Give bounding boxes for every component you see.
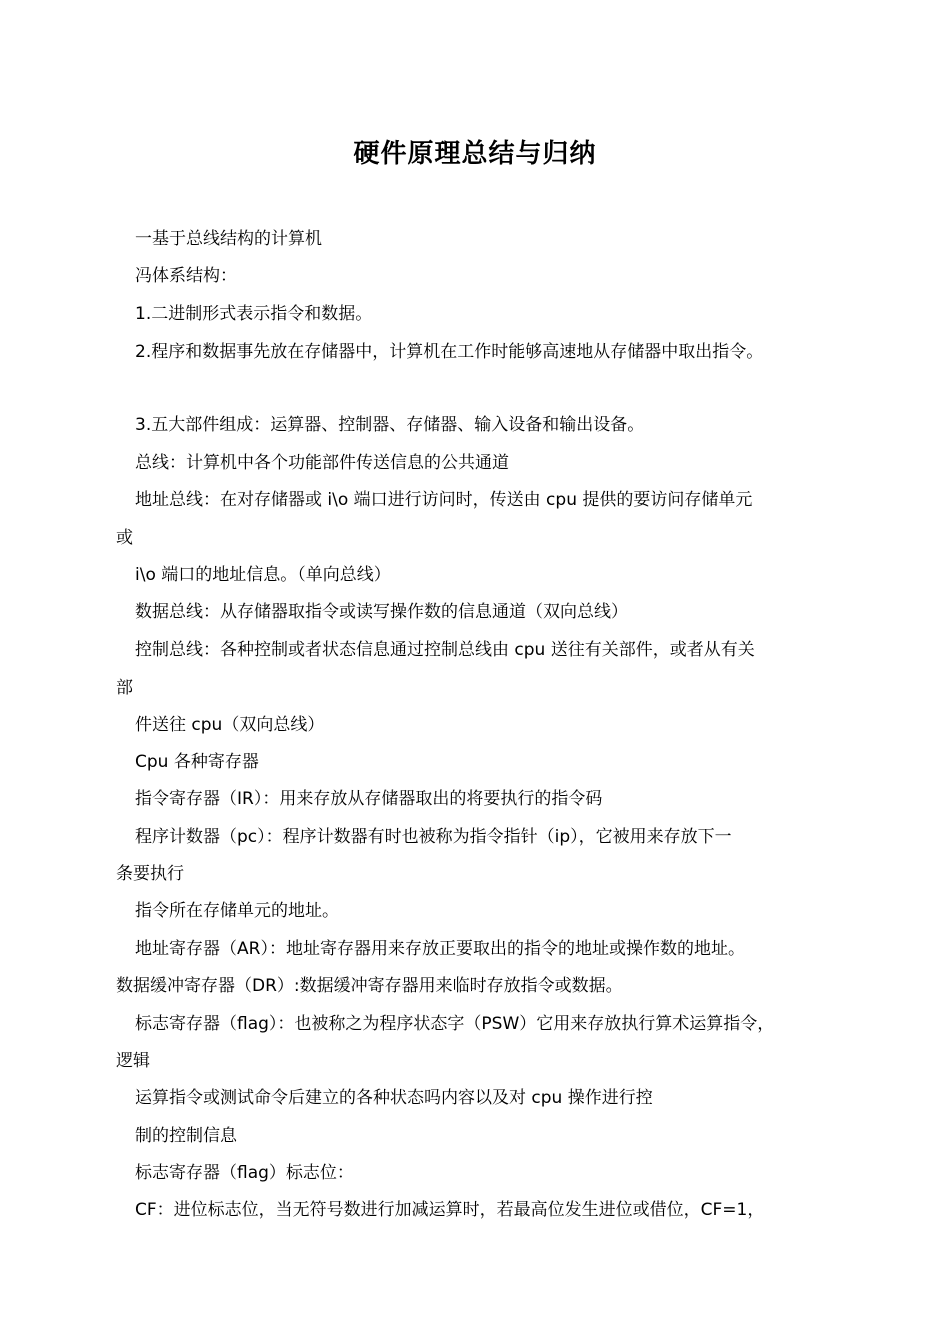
paragraph-line: 逻辑 [116, 1051, 150, 1071]
section-heading: 一基于总线结构的计算机 [135, 229, 322, 249]
paragraph-line: 数据缓冲寄存器（DR）:数据缓冲寄存器用来临时存放指令或数据。 [116, 976, 623, 996]
paragraph-line: 总线：计算机中各个功能部件传送信息的公共通道 [135, 453, 509, 473]
paragraph-line: 标志寄存器（flag）标志位： [135, 1163, 354, 1183]
paragraph-line: 制的控制信息 [135, 1126, 237, 1146]
paragraph-line: Cpu 各种寄存器 [135, 752, 259, 772]
paragraph-line: 控制总线：各种控制或者状态信息通过控制总线由 cpu 送往有关部件，或者从有关 [135, 640, 755, 660]
document-title: 硬件原理总结与归纳 [353, 139, 597, 169]
list-item: 1.二进制形式表示指令和数据。 [135, 304, 373, 324]
paragraph-line: 地址寄存器（AR）：地址寄存器用来存放正要取出的指令的地址或操作数的地址。 [135, 939, 745, 959]
paragraph-line: 指令寄存器（IR）：用来存放从存储器取出的将要执行的指令码 [135, 789, 603, 809]
paragraph-line: 指令所在存储单元的地址。 [135, 901, 339, 921]
paragraph-line: 件送往 cpu（双向总线） [135, 715, 325, 735]
paragraph-line: 条要执行 [116, 864, 184, 884]
paragraph-line: CF：进位标志位，当无符号数进行加减运算时，若最高位发生进位或借位，CF=1， [135, 1200, 765, 1220]
paragraph-line: 地址总线：在对存储器或 i\o 端口进行访问时，传送由 cpu 提供的要访问存储单元 [135, 490, 753, 510]
paragraph-line: 运算指令或测试命令后建立的各种状态吗内容以及对 cpu 操作进行控 [135, 1088, 653, 1108]
paragraph-line: 或 [116, 528, 133, 548]
paragraph-line: 数据总线：从存储器取指令或读写操作数的信息通道（双向总线） [135, 602, 628, 622]
paragraph-line: 程序计数器（pc）：程序计数器有时也被称为指令指针（ip），它被用来存放下一 [135, 827, 732, 847]
list-item: 2.程序和数据事先放在存储器中，计算机在工作时能够高速地从存储器中取出指令。 [135, 342, 764, 362]
paragraph-line: 部 [116, 678, 133, 698]
list-item: 3.五大部件组成：运算器、控制器、存储器、输入设备和输出设备。 [135, 415, 645, 435]
paragraph-line: 标志寄存器（flag）：也被称之为程序状态字（PSW）它用来存放执行算术运算指令， [135, 1014, 775, 1034]
paragraph-line: i\o 端口的地址信息。（单向总线） [135, 565, 391, 585]
paragraph-line: 冯体系结构： [135, 266, 237, 286]
